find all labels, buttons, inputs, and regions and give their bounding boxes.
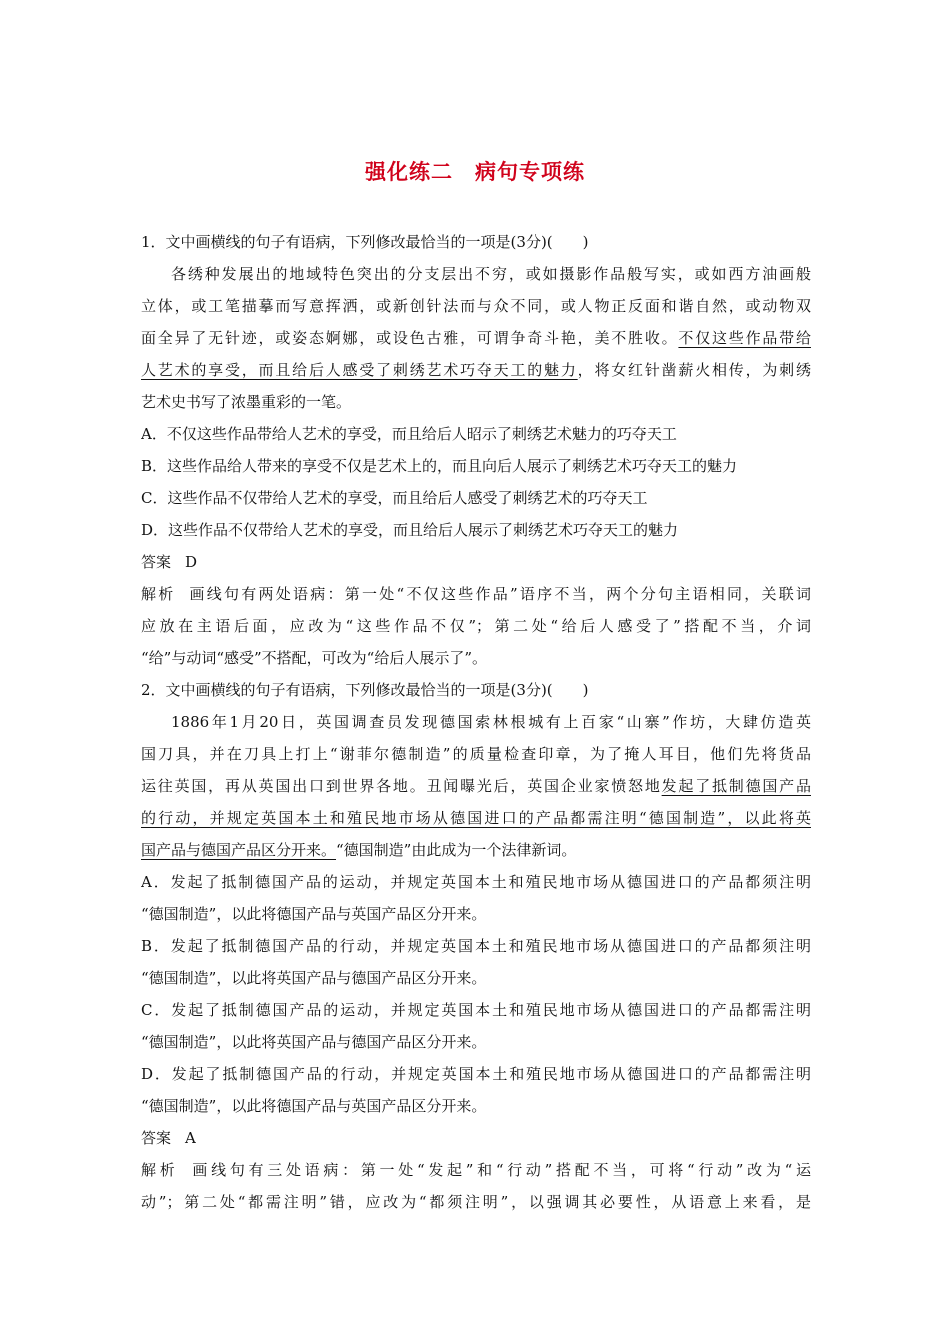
question-2-option-b: B．发起了抵制德国产品的行动，并规定英国本土和殖民地市场从德国进口的产品都须注明 [141,937,811,955]
question-1-passage-line [141,354,811,386]
question-2-option-a: A．发起了抵制德国产品的运动，并规定英国本土和殖民地市场从德国进口的产品都须注明 [141,873,811,891]
question-2-answer [141,1122,811,1154]
question-1-analysis-line: “给”与动词“感受”不搭配，可改为“给后人展示了”。 [141,649,488,667]
question-2-option-b-cont: “德国制造”，以此将英国产品与德国产品区分开来。 [141,969,487,987]
answer-label: 答案 [141,1129,172,1147]
question-2-option-a-cont: “德国制造”，以此将德国产品与英国产品区分开来。 [141,905,487,923]
question-1-passage-line: 立体，或工笔描摹而写意挥洒，或新创针法而与众不同，或人物正反面和谐自然，或动物双 [141,297,811,315]
question-2-passage-line [141,834,811,866]
underlined-sentence: 人艺术的享受，而且给后人感受了刺绣艺术巧夺天工的魅力 [141,361,578,379]
underlined-sentence: 的行动，并规定英国本土和殖民地市场从德国进口的产品都需注明“德国制造”，以此将英 [141,809,811,827]
passage-text: 面全异了无针迹，或姿态婀娜，或设色古雅，可谓争奇斗艳，美不胜收。 [141,329,679,347]
question-2-passage-line: 1886年1月20日，英国调查员发现德国索林根城有上百家“山寨”作坊，大肆仿造英 [171,713,811,731]
analysis-label: 解析 [141,585,176,603]
underlined-sentence: 发起了抵制德国产品 [661,777,811,795]
question-1-answer [141,546,811,578]
question-1-passage-line: 艺术史书写了浓墨重彩的一笔。 [141,393,352,411]
question-2-passage-line [141,770,811,802]
question-2-passage-line: 国刀具，并在刀具上打上“谢菲尔德制造”的质量检查印章，为了掩人耳目，他们先将货品 [141,745,811,763]
question-2-option-c: C．发起了抵制德国产品的运动，并规定英国本土和殖民地市场从德国进口的产品都需注明 [141,1001,811,1019]
question-1-option-c: C．这些作品不仅带给人艺术的享受，而且给后人感受了刺绣艺术的巧夺天工 [141,489,648,507]
analysis-text: 画线句有三处语病：第一处“发起”和“行动”搭配不当，可将“行动”改为“运 [192,1161,811,1179]
question-2-analysis-line [141,1154,811,1186]
analysis-label: 解析 [141,1161,179,1179]
passage-text: “德国制造”由此成为一个法律新词。 [336,841,577,859]
answer-value: D [185,553,198,571]
passage-text: ，将女红针凿薪火相传，为刺绣 [577,361,811,379]
passage-text: 运往英国，再从英国出口到世界各地。丑闻曝光后，英国企业家愤怒地 [141,777,662,795]
question-1-option-a: A．不仅这些作品带给人艺术的享受，而且给后人昭示了刺绣艺术魅力的巧夺天工 [141,425,677,443]
question-2-option-c-cont: “德国制造”，以此将英国产品与德国产品区分开来。 [141,1033,487,1051]
analysis-text: 画线句有两处语病：第一处“不仅这些作品”语序不当，两个分句主语相同，关联词 [189,585,811,603]
page-title: 强化练二 病句专项练 [365,160,585,184]
question-2-passage-line [141,802,811,834]
question-2-option-d-cont: “德国制造”，以此将德国产品与英国产品区分开来。 [141,1097,487,1115]
answer-label: 答案 [141,553,172,571]
underlined-sentence: 国产品与德国产品区分开来。 [141,841,337,859]
underlined-sentence: 不仅这些作品带给 [678,329,811,347]
document-body [141,226,811,1218]
question-1-passage-line: 各绣种发展出的地域特色突出的分支层出不穷，或如摄影作品般写实，或如西方油画般 [171,265,811,283]
question-1-option-b: B．这些作品给人带来的享受不仅是艺术上的，而且向后人展示了刺绣艺术巧夺天工的魅力 [141,457,738,475]
question-1-analysis-line [141,578,811,610]
answer-value: A [185,1129,196,1147]
question-2-option-d: D．发起了抵制德国产品的行动，并规定英国本土和殖民地市场从德国进口的产品都需注明 [141,1065,811,1083]
question-1-analysis-line: 应放在主语后面，应改为“这些作品不仅”；第二处“给后人感受了”搭配不当，介词 [141,617,811,635]
question-1-option-d: D．这些作品不仅带给人艺术的享受，而且给后人展示了刺绣艺术巧夺天工的魅力 [141,521,679,539]
question-2-analysis-line: 动”；第二处“都需注明”错，应改为“都须注明”，以强调其必要性，从语意上来看，是 [141,1193,811,1211]
question-1-passage-line [141,322,811,354]
question-2-stem: 2．文中画横线的句子有语病，下列修改最恰当的一项是(3分)( ) [141,681,589,699]
question-1-stem: 1．文中画横线的句子有语病，下列修改最恰当的一项是(3分)( ) [141,233,589,251]
